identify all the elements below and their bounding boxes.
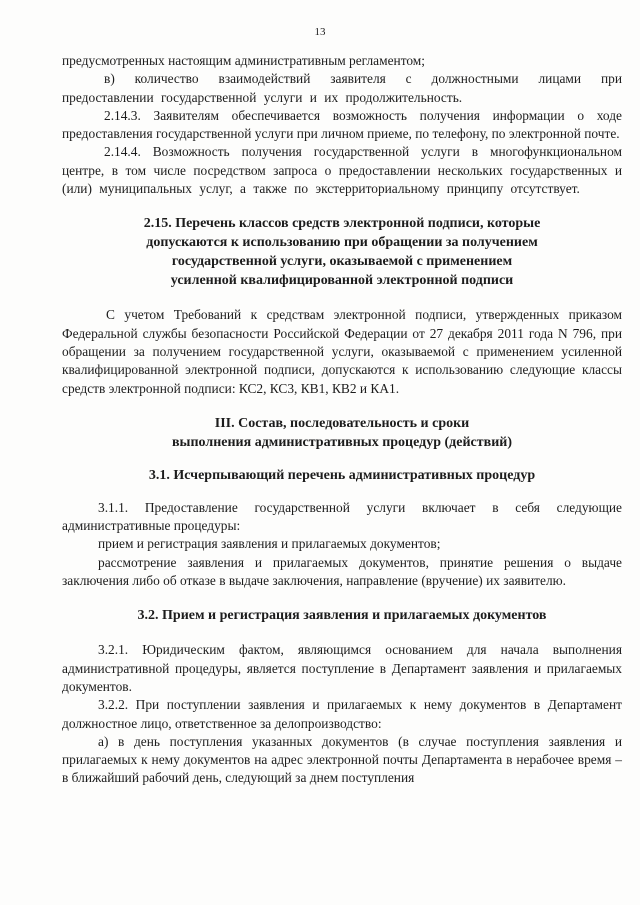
paragraph: прием и регистрация заявления и прилагаемых документов; — [98, 536, 441, 552]
heading-line: выполнения административных процедур (действий) — [171, 434, 512, 450]
paragraph: рассмотрение заявления и прилагаемых документов, принятие решения о выдаче заключения либо об отказе в выдаче заключения, направление (вручение) их заявителю. — [62, 554, 622, 589]
section-heading-3 — [62, 414, 622, 452]
heading-line: усиленной квалифицированной электронной подписи — [170, 273, 514, 289]
paragraph: 2.14.3. Заявителям обеспечивается возможность получения информации о ходе предоставления государственной услуги при личном приеме, по телефону, по электронной почте. — [62, 107, 622, 142]
paragraph: 3.1.1. Предоставление государственной услуги включает в себя следующие административные процедуры: — [62, 499, 622, 534]
section-heading-3-1: 3.1. Исчерпывающий перечень административных процедур — [148, 467, 536, 483]
paragraph: 3.2.2. При поступлении заявления и прилагаемых к нему документов в Департамент должностное лицо, ответственное за делопроизводство: — [62, 697, 622, 731]
paragraph: а) в день поступления указанных документов (в случае поступления заявления и прилагаемых к нему документов на адрес электронной почты Департамента в нерабочее время – в ближайший рабочий день, следующий за днем поступления — [62, 733, 622, 786]
heading-line: 2.15. Перечень классов средств электронной подписи, которые — [143, 216, 541, 232]
section-heading-2-15 — [62, 214, 622, 290]
heading-line: III. Состав, последовательность и сроки — [214, 415, 470, 431]
paragraph: 3.2.1. Юридическим фактом, являющимся основанием для начала выполнения административной процедуры, является поступление в Департамент заявления и прилагаемых документов. — [62, 642, 622, 694]
heading-line: государственной услуги, оказываемой с применением — [171, 254, 513, 270]
paragraph: 2.14.4. Возможность получения государственной услуги в многофункциональном центре, в том числе посредством запроса о предоставлении нескольких государственных и (или) муниципальных услуг, а также по экстерриториальному принципу отсутствует. — [62, 144, 622, 197]
paragraph: в) количество взаимодействий заявителя с должностными лицами при предоставлении государственной услуги и их продолжительность. — [62, 71, 622, 105]
document-body — [62, 52, 622, 788]
page-number: 13 — [314, 26, 326, 38]
section-heading-3-2: 3.2. Прием и регистрация заявления и прилагаемых документов — [137, 608, 547, 624]
paragraph: С учетом Требований к средствам электронной подписи, утвержденных приказом Федеральной службы безопасности Российской Федерации от 27 декабря 2011 года N 796, при обращении за получением государственной услуги, оказываемой с применением усиленной квалифицированной электронной подписи, допускаются к использованию следующие классы средств электронной подписи: КС2, КС3, КВ1, КВ2 и КА1. — [62, 307, 622, 396]
heading-line: допускаются к использованию при обращении за получением — [146, 235, 538, 251]
paragraph: предусмотренных настоящим административным регламентом; — [62, 53, 425, 68]
